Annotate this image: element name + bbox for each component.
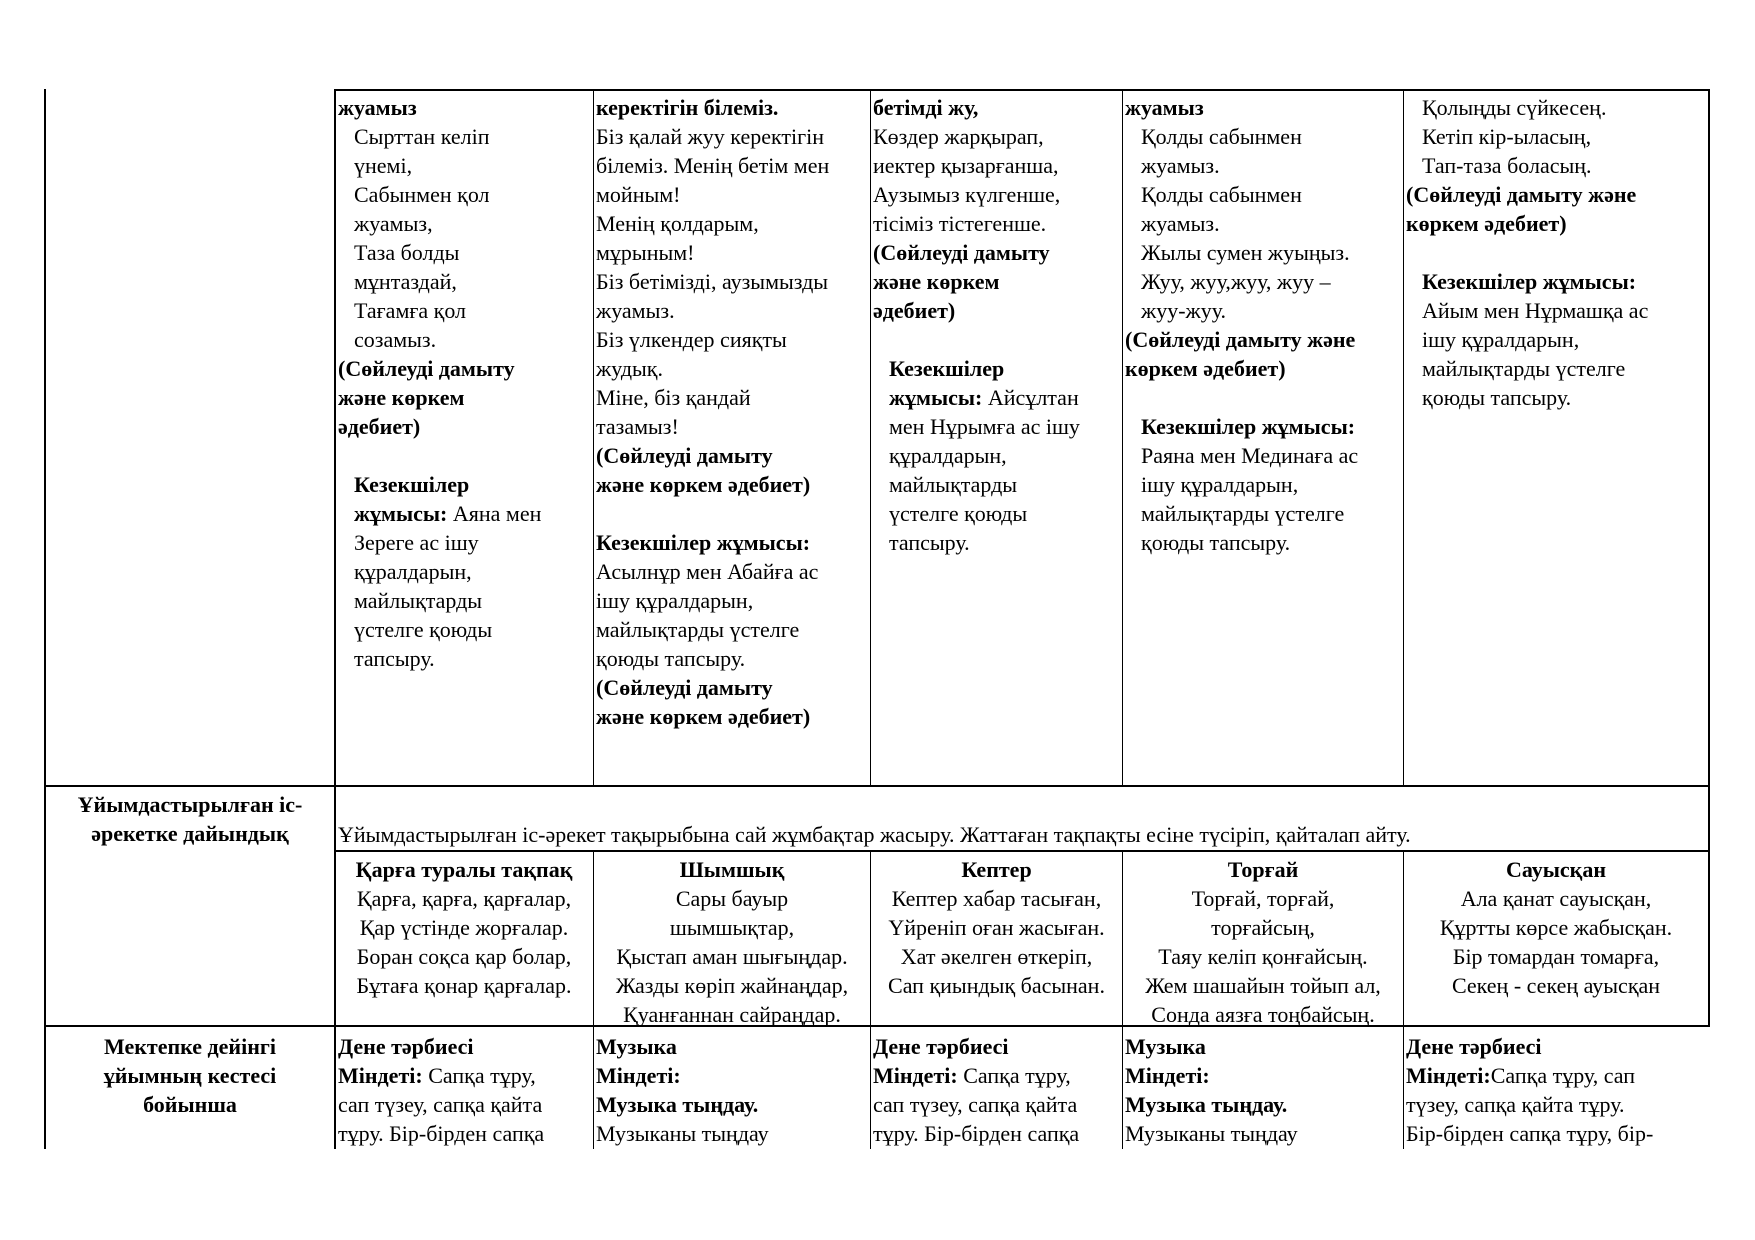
poem-line: Хат әкелген өткеріп, [900,944,1093,969]
duty-line: ішу құралдарын, [596,588,754,613]
schedule-cell [338,1032,592,1148]
table-border [1708,89,1710,1026]
text-line: иектер қызарғанша, [873,153,1059,178]
text-line: Біз үлкендер сияқты [596,327,787,352]
poem-line: Құртты көрсе жабысқан. [1439,915,1673,940]
row1-col2-cell [596,93,868,731]
poem-line: мұнтаздай, [354,269,457,294]
text-line: Міне, біз қандай [596,385,751,410]
row-label-line: бойынша [143,1092,237,1117]
duty-title: Кезекшілер жұмысы: [596,530,811,555]
section-tag: (Сөйлеуді дамыту [596,443,773,468]
duty-line: құралдарын, [354,559,472,584]
poem-line: Қуанғаннан сайраңдар. [623,1002,841,1027]
poem-line: торғайсың, [1211,915,1315,940]
duty-line: майлықтарды үстелге [1141,501,1345,526]
task-label: Міндеті: [1125,1063,1210,1088]
task-label: Міндеті: [596,1063,681,1088]
poem-line: Қолыңды сүйкесең. [1422,95,1607,120]
row1-col4-cell [1125,93,1402,557]
row1-col3-cell [873,93,1121,557]
row-label-line: әрекетке дайындық [91,821,289,846]
text-line: білеміз. Менің бетім мен [596,153,830,178]
section-tag: (Сөйлеуді дамыту [873,240,1050,265]
poem-line: Жазды көріп жайнаңдар, [615,973,849,998]
table-border [334,89,1710,91]
poem-line: Үйреніп оған жасыған. [888,915,1105,940]
poem-line: Таза болды [354,240,460,265]
row-label-line: Мектепке дейінгі [103,1034,276,1059]
poem-title: Торғай [1227,857,1299,882]
text-line: тісіміз тістегенше. [873,211,1047,236]
duty-line: тапсыру. [354,646,435,671]
text-line: жуамыз. [596,298,675,323]
duty-title: жұмысы: [354,501,448,526]
duty-title: Кезекшілер жұмысы: [1141,414,1356,439]
schedule-cell [1406,1032,1706,1148]
topic-title: Музыка тыңдау. [1125,1092,1288,1117]
poem-line: Бұтаға қонар қарғалар. [356,973,572,998]
subject-title: Дене тәрбиесі [1406,1034,1542,1059]
duty-line: қоюды тапсыру. [1422,385,1572,410]
poem-cell [594,855,870,1029]
table-border [1403,89,1404,786]
duty-line: үстелге қоюды [354,617,493,642]
duty-line: майлықтарды [354,588,483,613]
poem-line: үнемі, [354,153,413,178]
duty-title: Кезекшілер [354,472,470,497]
poem-cell [1123,855,1403,1029]
task-text: Музыканы тыңдау [1125,1121,1298,1146]
row3-label [46,1032,334,1119]
poem-title: Сауысқан [1505,857,1607,882]
duty-line: ішу құралдарын, [1422,327,1580,352]
duty-line: мен Нұрымға ас ішу [889,414,1080,439]
task-text: сап түзеу, сапқа қайта [338,1092,543,1117]
poem-cell [871,855,1122,1000]
duty-line: құралдарын, [889,443,1007,468]
row1-col5-cell [1406,93,1706,412]
text-line: тазамыз! [596,414,679,439]
task-text: түзеу, сапқа қайта тұру. [1406,1092,1625,1117]
poem-line: Кетіп кір-ыласың, [1422,124,1592,149]
duty-line: тапсыру. [889,530,970,555]
section-tag: әдебиет) [338,414,421,439]
task-text: Сапқа тұру, сап [1490,1063,1635,1088]
row2-instruction [338,820,1708,849]
duty-line: Аяна мен [447,501,542,526]
instruction-text: Ұйымдастырылған іс-әрекет тақырыбына сай жұмбақтар жасыру. Жаттаған тақпақты есіне түсіріп, қайталап айту. [338,822,1411,847]
col3-head: бетімді жу, [873,95,979,120]
section-tag: және көркем [873,269,1000,294]
duty-line: майлықтарды [889,472,1018,497]
poem-title: Кептер [961,857,1032,882]
poem-line: Бір томардан томарға, [1452,944,1660,969]
poem-title: Қарға туралы тақпақ [355,857,573,882]
table-border [1122,89,1123,786]
col2-head: керектігін білеміз. [596,95,779,120]
poem-line: шымшықтар, [669,915,795,940]
poem-line: Сонда аязға тоңбайсың. [1151,1002,1375,1027]
task-text: тұру. Бір-бірден сапқа [873,1121,1080,1146]
task-text: тұру. Бір-бірден сапқа [338,1121,545,1146]
section-tag: (Сөйлеуді дамыту және [1125,327,1356,352]
col4-head: жуамыз [1125,95,1204,120]
table-border [44,89,46,1149]
poem-line: Қар үстінде жорғалар. [359,915,569,940]
duty-line: ішу құралдарын, [1141,472,1299,497]
duty-title: жұмысы: [889,385,983,410]
duty-line: Раяна мен Мединаға ас [1141,443,1359,468]
section-tag: және көркем әдебиет) [596,472,811,497]
task-text: Бір-бірден сапқа тұру, бір- [1406,1121,1654,1146]
text-line: мұрыным! [596,240,695,265]
col1-head: жуамыз [338,95,417,120]
poem-line: Жем шашайын тойып ал, [1145,973,1381,998]
poem-line: Жуу, жуу,жуу, жуу – [1141,269,1331,294]
subject-title: Музыка [596,1034,677,1059]
poem-line: Кептер хабар тасыған, [891,886,1102,911]
text-line: Аузымыз күлгенше, [873,182,1061,207]
text-line: Біз бетімізді, аузымызды [596,269,829,294]
duty-line: қоюды тапсыру. [1141,530,1291,555]
table-border [44,1025,1710,1027]
poem-line: созамыз. [354,327,437,352]
schedule-cell [873,1032,1121,1148]
schedule-cell [1125,1032,1402,1148]
poem-cell [335,855,593,1000]
row2-label [46,790,334,848]
duty-line: Айым мен Нұрмашқа ас [1422,298,1649,323]
section-tag: (Сөйлеуді дамыту [338,356,515,381]
poem-line: жуу-жуу. [1141,298,1227,323]
section-tag: көркем әдебиет) [1406,211,1567,236]
poem-line: Қолды сабынмен [1141,124,1302,149]
table-border [44,785,1710,787]
text-line: мойным! [596,182,681,207]
duty-line: Асылнұр мен Абайға ас [596,559,819,584]
section-tag: әдебиет) [873,298,956,323]
text-line: Біз қалай жуу керектігін [596,124,825,149]
poem-line: Боран соқса қар болар, [356,944,572,969]
poem-line: Ала қанат сауысқан, [1460,886,1652,911]
duty-line: үстелге қоюды [889,501,1028,526]
task-text: Музыканы тыңдау [596,1121,769,1146]
row-label-line: ұйымның кестесі [103,1063,277,1088]
page-bottom-margin [0,1149,1755,1240]
section-tag: және көркем әдебиет) [596,704,811,729]
row-label-line: Ұйымдастырылған іс- [77,792,303,817]
duty-line: қоюды тапсыру. [596,646,746,671]
table-border [870,89,871,786]
task-label: Міндеті: [338,1063,423,1088]
poem-line: жуамыз. [1141,153,1220,178]
poem-line: Таяу келіп қонғайсың. [1158,944,1368,969]
poem-line: Тағамға қол [354,298,467,323]
duty-title: Кезекшілер жұмысы: [1422,269,1637,294]
poem-line: Сап қиындық басынан. [888,973,1105,998]
schedule-cell [596,1032,868,1148]
subject-title: Дене тәрбиесі [338,1034,474,1059]
poem-line: Жылы сумен жуыңыз. [1141,240,1350,265]
section-tag: көркем әдебиет) [1125,356,1286,381]
poem-cell [1404,855,1708,1000]
poem-line: Қолды сабынмен [1141,182,1302,207]
subject-title: Музыка [1125,1034,1206,1059]
section-tag: (Сөйлеуді дамыту [596,675,773,700]
duty-title: Кезекшілер [889,356,1005,381]
duty-line: Айсұлтан [982,385,1079,410]
task-label: Міндеті: [1406,1063,1491,1088]
poem-line: жуамыз. [1141,211,1220,236]
table-border [334,850,1710,852]
task-label: Міндеті: [873,1063,958,1088]
text-line: Көздер жарқырап, [873,124,1044,149]
text-line: Менің қолдарым, [596,211,759,236]
text-line: жудық. [596,356,663,381]
duty-line: майлықтарды үстелге [596,617,800,642]
task-text: сап түзеу, сапқа қайта [873,1092,1078,1117]
topic-title: Музыка тыңдау. [596,1092,759,1117]
duty-line: майлықтарды үстелге [1422,356,1626,381]
poem-line: Торғай, торғай, [1191,886,1335,911]
poem-line: Сабынмен қол [354,182,490,207]
row1-col1-cell [338,93,590,673]
poem-line: жуамыз, [354,211,433,236]
poem-title: Шымшық [679,857,785,882]
task-text: Сапқа тұру, [957,1063,1071,1088]
duty-line: Зереге ас ішу [354,530,479,555]
poem-line: Сары бауыр [675,886,789,911]
poem-line: Сырттан келіп [354,124,490,149]
section-tag: (Сөйлеуді дамыту және [1406,182,1637,207]
subject-title: Дене тәрбиесі [873,1034,1009,1059]
poem-line: Тап-таза боласың. [1422,153,1592,178]
poem-line: Қарға, қарға, қарғалар, [356,886,572,911]
section-tag: және көркем [338,385,465,410]
table-border [593,89,594,786]
poem-line: Қыстап аман шығыңдар. [616,944,848,969]
poem-line: Секең - секең ауысқан [1451,973,1661,998]
task-text: Сапқа тұру, [422,1063,536,1088]
